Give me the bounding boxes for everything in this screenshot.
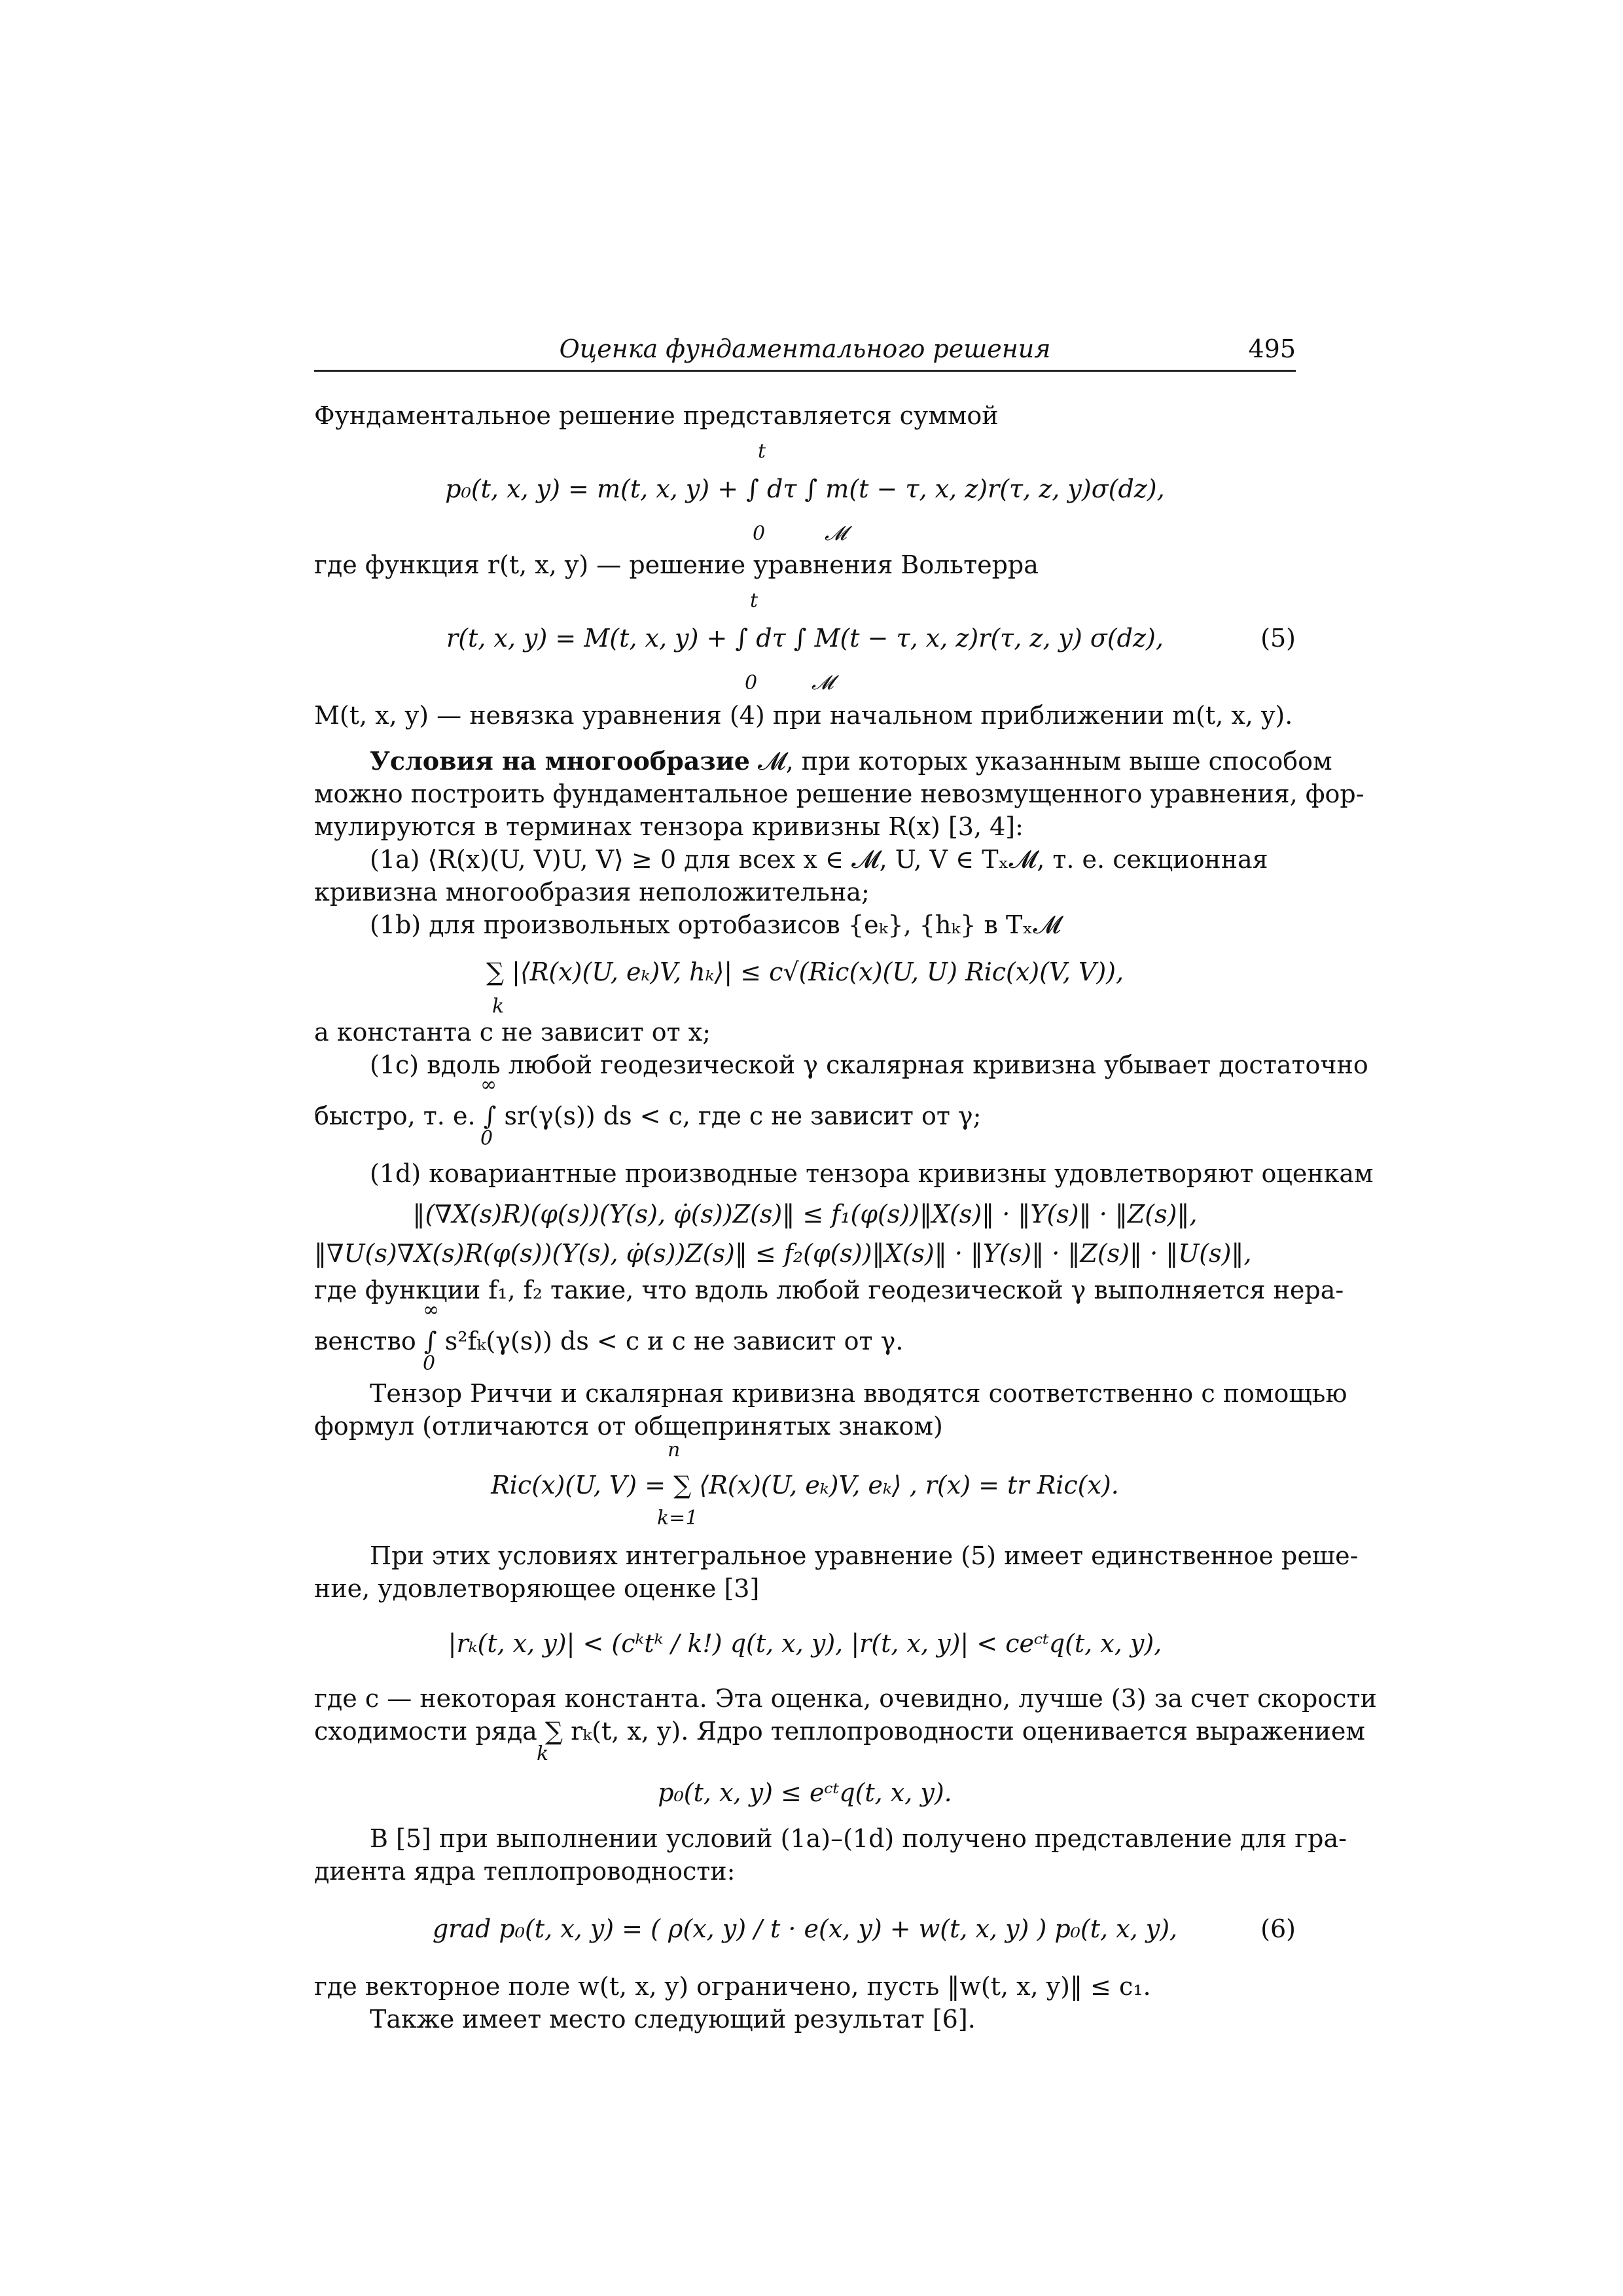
equation-number: (5) bbox=[1260, 624, 1296, 653]
text-line: Фундаментальное решение представляется суммой bbox=[314, 401, 999, 430]
text-line: При этих условиях интегральное уравнение (5) имеет единственное реше- bbox=[370, 1541, 1359, 1570]
condition-1d: (1d) ковариантные производные тензора кривизны удовлетворяют оценкам bbox=[370, 1159, 1374, 1188]
sum-index: k bbox=[492, 995, 505, 1018]
integral-domain: 𝓜 bbox=[825, 522, 847, 545]
formula-ricci: Ric(x)(U, V) = ∑ ⟨R(x)(U, eₖ)V, eₖ⟩ , r(x) = tr Ric(x). bbox=[491, 1471, 1119, 1499]
text-line: ние, удовлетворяющее оценке [3] bbox=[314, 1574, 760, 1603]
formula-heat-kernel: p₀(t, x, y) ≤ eᶜᵗq(t, x, y). bbox=[658, 1778, 952, 1807]
sum-upper-limit: n bbox=[668, 1439, 681, 1462]
integral-lower-limit: 0 bbox=[753, 522, 766, 545]
integral-lower-limit: 0 bbox=[745, 672, 758, 694]
text-line: формул (отличаются от общепринятых знаком) bbox=[314, 1412, 943, 1441]
text-line: В [5] при выполнении условий (1a)–(1d) получено представление для гра- bbox=[370, 1824, 1347, 1853]
text-line: диента ядра теплопроводности: bbox=[314, 1857, 736, 1886]
equation-number: (6) bbox=[1260, 1914, 1296, 1943]
formula-1b: ∑ |⟨R(x)(U, eₖ)V, hₖ⟩| ≤ c√(Ric(x)(U, U) Ric(x)(V, V)), bbox=[486, 958, 1124, 986]
integral-lower-limit: 0 bbox=[423, 1352, 436, 1375]
sum-index: k bbox=[537, 1742, 549, 1765]
heading-rest: 𝓜, при которых указанным выше способом bbox=[749, 747, 1332, 776]
condition-1a: (1a) ⟨R(x)(U, V)U, V⟩ ≥ 0 для всех x ∈ 𝓜, U, V ∈ Tₓ𝓜, т. е. секционная bbox=[370, 845, 1268, 874]
text-line: Тензор Риччи и скалярная кривизна вводятся соответственно с помощью bbox=[370, 1379, 1347, 1408]
formula-volterra: r(t, x, y) = M(t, x, y) + ∫ dτ ∫ M(t − τ, x, z)r(τ, z, y) σ(dz), bbox=[446, 624, 1164, 653]
text-line: сходимости ряда ∑ rₖ(t, x, y). Ядро теплопроводности оценивается выражением bbox=[314, 1717, 1365, 1746]
text-line: где c — некоторая константа. Эта оценка, очевидно, лучше (3) за счет скорости bbox=[314, 1684, 1377, 1713]
integral-domain: 𝓜 bbox=[812, 672, 834, 694]
condition-1c: (1c) вдоль любой геодезической γ скалярная кривизна убывает достаточно bbox=[370, 1050, 1368, 1079]
text-line: мулируются в терминах тензора кривизны R(x) [3, 4]: bbox=[314, 812, 1024, 841]
formula-gradient: grad p₀(t, x, y) = ( ρ(x, y) / t · e(x, y) + w(t, x, y) ) p₀(t, x, y), bbox=[432, 1914, 1178, 1943]
running-header bbox=[314, 331, 1296, 372]
formula-p0: p₀(t, x, y) = m(t, x, y) + ∫ dτ ∫ m(t − τ, x, z)r(τ, z, y)σ(dz), bbox=[445, 475, 1165, 503]
text-line: венство ∫ s²fₖ(γ(s)) ds < c и c не зависит от γ. bbox=[314, 1327, 904, 1355]
text-line: где функция r(t, x, y) — решение уравнения Вольтерра bbox=[314, 550, 1039, 579]
integral-lower-limit: 0 bbox=[480, 1127, 493, 1150]
text-line: Также имеет место следующий результат [6]. bbox=[370, 2005, 976, 2034]
condition-1b: (1b) для произвольных ортобазисов {eₖ}, {hₖ} в Tₓ𝓜 bbox=[370, 910, 1061, 939]
sum-lower-limit: k=1 bbox=[657, 1507, 698, 1530]
text-line: а константа c не зависит от x; bbox=[314, 1018, 711, 1047]
text-line: M(t, x, y) — невязка уравнения (4) при начальном приближении m(t, x, y). bbox=[314, 701, 1293, 730]
text-line bbox=[314, 745, 1332, 778]
integral-upper-limit: ∞ bbox=[423, 1299, 439, 1321]
formula-1d-second: ‖∇U(s)∇X(s)R(φ(s))(Y(s), φ̇(s))Z(s)‖ ≤ f₂(φ(s))‖X(s)‖ · ‖Y(s)‖ · ‖Z(s)‖ · ‖U(s)‖, bbox=[314, 1239, 1252, 1268]
page-number: 495 bbox=[1248, 334, 1296, 363]
text-line: где векторное поле w(t, x, y) ограничено, пусть ‖w(t, x, y)‖ ≤ c₁. bbox=[314, 1972, 1151, 2001]
text-line: где функции f₁, f₂ такие, что вдоль любой геодезической γ выполняется нера- bbox=[314, 1276, 1344, 1304]
integral-upper-limit: t bbox=[758, 440, 766, 463]
text-line: быстро, т. е. ∫ sr(γ(s)) ds < c, где c не зависит от γ; bbox=[314, 1102, 982, 1130]
running-title: Оценка фундаментального решения bbox=[559, 334, 1051, 363]
formula-1d-first: ‖(∇X(s)R)(φ(s))(Y(s), φ̇(s))Z(s)‖ ≤ f₁(φ(s))‖X(s)‖ · ‖Y(s)‖ · ‖Z(s)‖, bbox=[412, 1200, 1198, 1229]
text-line: можно построить фундаментальное решение невозмущенного уравнения, фор- bbox=[314, 780, 1364, 808]
bold-heading: Условия на многообразие bbox=[370, 746, 750, 776]
integral-upper-limit: t bbox=[750, 589, 758, 612]
formula-r-estimate: |rₖ(t, x, y)| < (cᵏtᵏ / k!) q(t, x, y), |r(t, x, y)| < ceᶜᵗq(t, x, y), bbox=[448, 1629, 1162, 1658]
text-line: кривизна многообразия неположительна; bbox=[314, 878, 870, 906]
integral-upper-limit: ∞ bbox=[480, 1073, 497, 1096]
